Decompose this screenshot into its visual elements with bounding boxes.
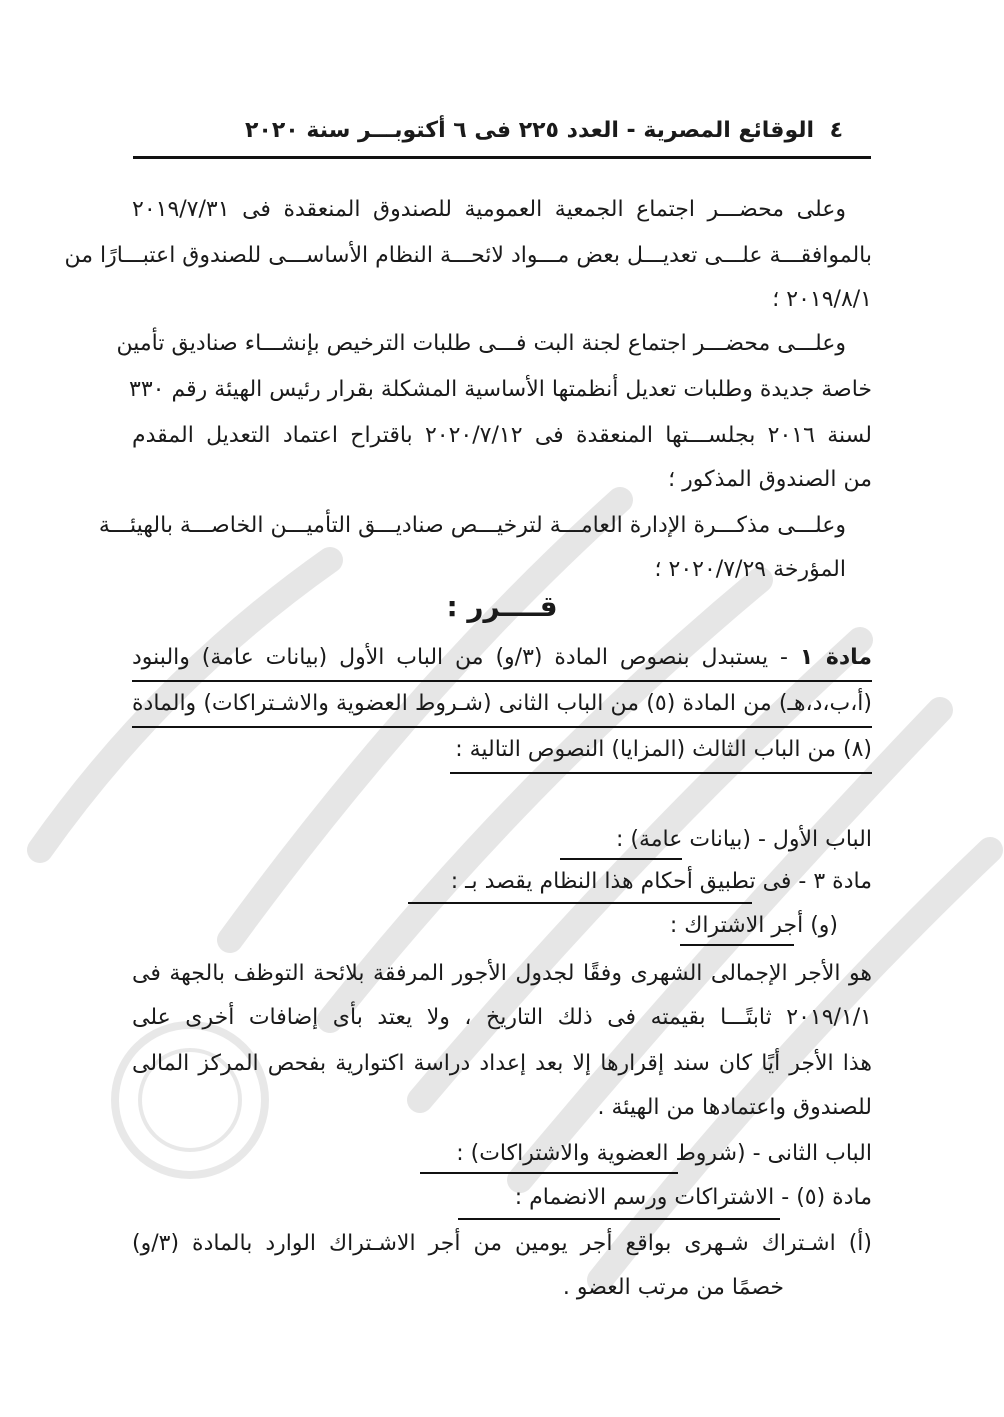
underline-rule bbox=[420, 1172, 678, 1174]
underline-rule bbox=[560, 858, 682, 860]
body-line: مادة ٣ - فى تطبيق أحكام هذا النظام يقصد بـ : bbox=[450, 869, 872, 894]
preamble-line: خاصة جديدة وطلبات تعديل أنظمتها الأساسية المشكلة بقرار رئيس الهيئة رقم ٣٣٠ bbox=[129, 377, 872, 402]
body-line: هو الأجر الإجمالى الشهرى وفقًا لجدول الأجور المرفقة بلائحة التوظف بالجهة فى bbox=[132, 961, 872, 986]
preamble-line: وعلى محضـــر اجتماع الجمعية العمومية للصندوق المنعقدة فى ٢٠١٩/٧/٣١ bbox=[132, 197, 846, 222]
body-line: (أ) اشـتراك شـهرى بواقع أجر يومين من أجر الاشـتراك الوارد بالمادة (٣/و) bbox=[132, 1231, 872, 1256]
body-line: مادة (٥) - الاشتراكات ورسم الانضمام : bbox=[514, 1185, 872, 1210]
underline-rule bbox=[680, 944, 794, 946]
body-line: الباب الأول - (بيانات عامة) : bbox=[615, 827, 872, 852]
preamble-line: ٢٠١٩/٨/١ ؛ bbox=[772, 287, 872, 312]
preamble-line: وعلـــى محضـــر اجتماع لجنة البت فـــى طلبات الترخيص بإنشـــاء صناديق تأمين bbox=[116, 331, 846, 356]
underline-rule bbox=[458, 1218, 780, 1220]
decision-heading: قــــرر : bbox=[446, 590, 558, 623]
preamble-line: وعلـــى مذكـــرة الإدارة العامـــة لترخيـــص صناديـــق التأميـــن الخاصـــة بالهيئـــة bbox=[98, 513, 846, 538]
underline-rule bbox=[408, 902, 752, 904]
preamble-line: من الصندوق المذكور ؛ bbox=[668, 467, 872, 492]
preamble-line: المؤرخة ٢٠٢٠/٧/٢٩ ؛ bbox=[654, 557, 846, 582]
body-line: (و) أجر الاشتراك : bbox=[669, 913, 838, 938]
article-1-line-1 bbox=[132, 640, 872, 676]
underline-rule bbox=[132, 726, 872, 728]
body-line: الباب الثانى - (شروط العضوية والاشتراكات) : bbox=[456, 1141, 872, 1166]
article-1-text: - يستبدل بنصوص المادة (٣/و) من الباب الأول (بيانات عامة) والبنود bbox=[132, 645, 788, 670]
body-line: ٢٠١٩/١/١ ثابتًـــا بقيمته فى ذلك التاريخ ، ولا يعتد بأى إضافات أخرى على bbox=[132, 1005, 872, 1030]
article-1-label: مادة ١ bbox=[799, 645, 872, 670]
article-1-line-2: (أ،ب،د،هـ) من المادة (٥) من الباب الثانى (شـروط العضوية والاشـتراكات) والمادة bbox=[132, 691, 873, 716]
page-number: ٤ bbox=[829, 118, 843, 143]
preamble-line: لسنة ٢٠١٦ بجلســـتها المنعقدة فى ٢٠٢٠/٧/١٢ باقتراح اعتماد التعديل المقدم bbox=[132, 423, 872, 448]
page-header bbox=[133, 112, 871, 159]
article-1-line-3: (٨) من الباب الثالث (المزايا) النصوص التالية : bbox=[455, 737, 872, 762]
gazette-title: الوقائع المصرية - العدد ٢٢٥ فى ٦ أكتوبـــر سنة ٢٠٢٠ bbox=[245, 118, 815, 143]
body-line: هذا الأجر أيًا كان سند إقرارها إلا بعد إعداد دراسة اكتوارية بفحص المركز المالى bbox=[132, 1051, 872, 1076]
body-line: خصمًا من مرتب العضو . bbox=[562, 1275, 784, 1300]
body-line: للصندوق واعتمادها من الهيئة . bbox=[597, 1095, 872, 1120]
underline-rule bbox=[132, 680, 872, 682]
preamble-line: بالموافقـــة علـــى تعديـــل بعض مـــواد لائحـــة النظام الأساســـى للصندوق اعتبـــارًا من bbox=[64, 243, 872, 268]
underline-rule bbox=[450, 772, 872, 774]
